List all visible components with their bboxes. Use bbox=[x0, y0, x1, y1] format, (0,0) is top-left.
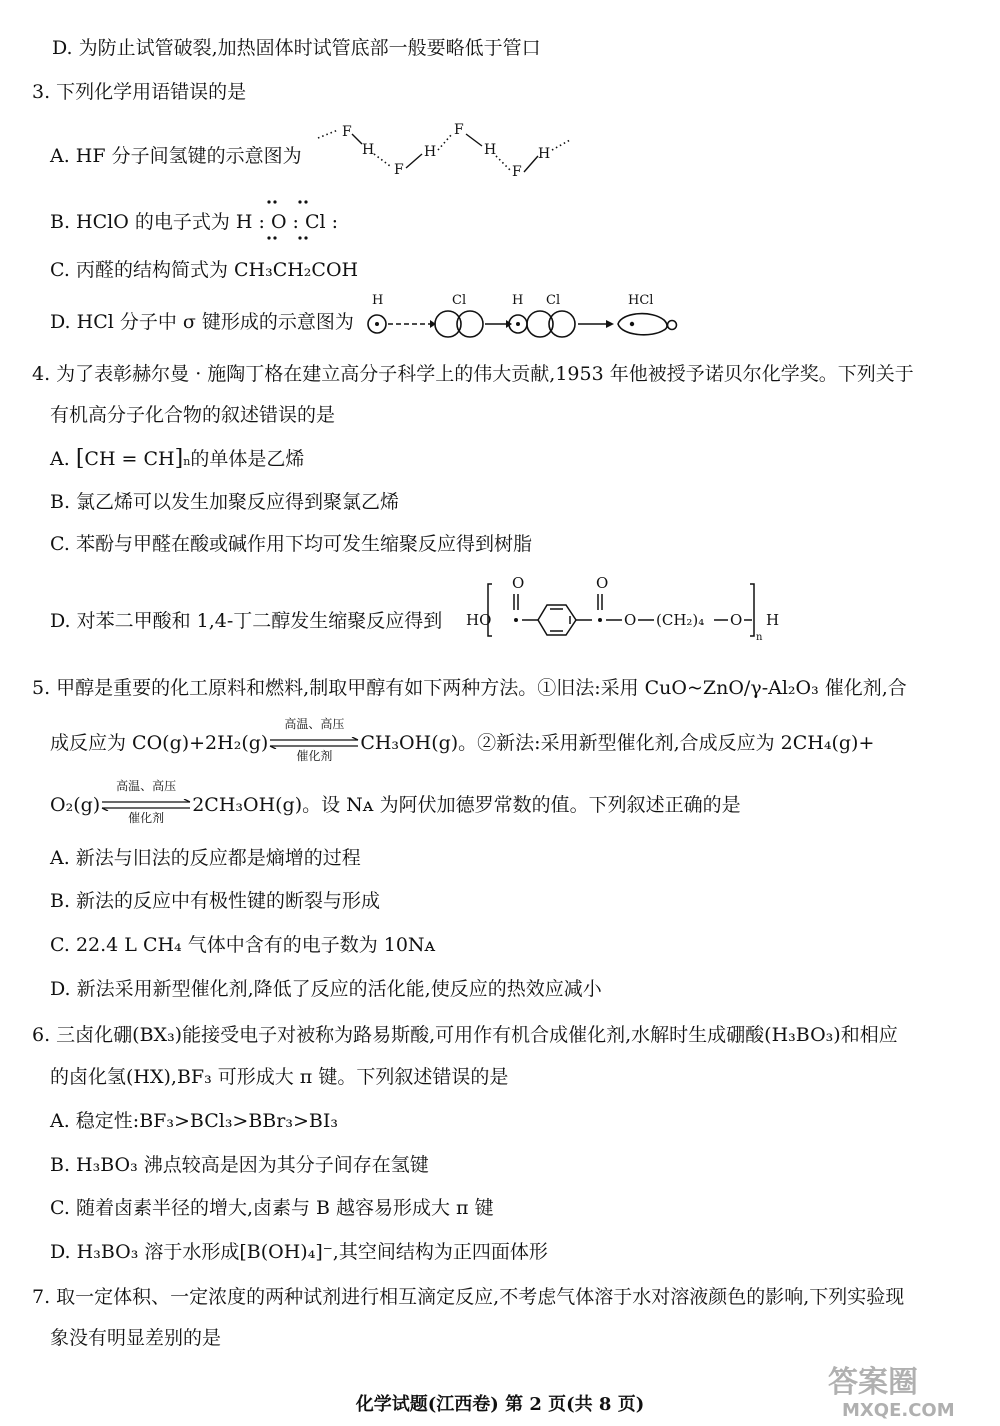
hf-label-f3: F bbox=[454, 122, 464, 138]
q6-option-c: C. 随着卤素半径的增大,卤素与 B 越容易形成大 π 键 bbox=[50, 1197, 494, 1219]
q4-option-c: C. 苯酚与甲醛在酸或碱作用下均可发生缩聚反应得到树脂 bbox=[50, 533, 532, 555]
watermark-line1: 答案圈 bbox=[828, 1365, 918, 1400]
electron-dots bbox=[242, 198, 322, 242]
q4-option-d-text: D. 对苯二甲酸和 1,4-丁二醇发生缩聚反应得到 bbox=[50, 610, 443, 632]
page-footer: 化学试题(江西卷) 第 2 页(共 8 页) bbox=[355, 1394, 645, 1415]
q5-option-b: B. 新法的反应中有极性键的断裂与形成 bbox=[50, 890, 381, 912]
q5-option-c: C. 22.4 L CH₄ 气体中含有的电子数为 10Nᴀ bbox=[50, 934, 436, 956]
hf-label-f4: F bbox=[512, 164, 522, 180]
q5-option-a: A. 新法与旧法的反应都是熵增的过程 bbox=[50, 847, 361, 869]
q5-equilibrium-arrow-2 bbox=[100, 779, 192, 825]
hf-hydrogen-bond-diagram bbox=[314, 118, 574, 188]
q4-option-d bbox=[50, 609, 442, 633]
polyester-h: H bbox=[766, 611, 780, 629]
hf-label-h4: H bbox=[538, 146, 551, 162]
q5-old-reactants: 成反应为 CO(g)+2H₂(g) bbox=[50, 732, 269, 754]
q5-arrow2-top: 高温、高压 bbox=[116, 779, 177, 793]
q5-stem-line2 bbox=[50, 717, 875, 763]
q5-new-reactants: O₂(g) bbox=[50, 794, 101, 816]
hf-label-f2: F bbox=[394, 162, 404, 178]
hclo-electron-formula: H : O : Cl : bbox=[235, 211, 339, 233]
q4-option-a-polymer: CH = CH bbox=[84, 448, 175, 470]
q5-arrow2-bottom: 催化剂 bbox=[128, 811, 165, 825]
polyester-structure bbox=[466, 572, 786, 644]
q4-stem-line1: 4. 为了表彰赫尔曼 · 施陶丁格在建立高分子科学上的伟大贡献,1953 年他被授予诺贝尔化学奖。下列关于 bbox=[32, 363, 914, 385]
q5-arrow1-bottom: 催化剂 bbox=[296, 749, 333, 763]
q6-stem-line2: 的卤化氢(HX),BF₃ 可形成大 π 键。下列叙述错误的是 bbox=[50, 1066, 509, 1088]
q4-option-b: B. 氯乙烯可以发生加聚反应得到聚氯乙烯 bbox=[50, 491, 400, 513]
sigma-label-h1: H bbox=[372, 293, 384, 308]
q6-option-a: A. 稳定性:BF₃>BCl₃>BBr₃>BI₃ bbox=[50, 1110, 338, 1132]
polyester-carbonyl-o2: O bbox=[596, 574, 609, 592]
polyester-ho: HO bbox=[466, 611, 492, 629]
q4-option-a: A. [CH = CH]n的单体是乙烯 bbox=[50, 446, 305, 471]
q5-stem-line1: 5. 甲醇是重要的化工原料和燃料,制取甲醇有如下两种方法。①旧法:采用 CuO~ZnO/γ-Al₂O₃ 催化剂,合 bbox=[32, 677, 907, 699]
q5-option-d: D. 新法采用新型催化剂,降低了反应的活化能,使反应的热效应减小 bbox=[50, 978, 602, 1000]
q7-stem-line2: 象没有明显差别的是 bbox=[50, 1327, 222, 1349]
q6-option-b: B. H₃BO₃ 沸点较高是因为其分子间存在氢键 bbox=[50, 1154, 429, 1176]
q6-stem-line1: 6. 三卤化硼(BX₃)能接受电子对被称为路易斯酸,可用作有机合成催化剂,水解时生成硼酸(H₃BO₃)和相应 bbox=[32, 1024, 898, 1046]
q3-option-a-text: A. HF 分子间氢键的示意图为 bbox=[50, 145, 302, 167]
hf-label-h1: H bbox=[362, 142, 375, 158]
polyester-ch2: (CH₂)₄ bbox=[656, 611, 705, 629]
sigma-label-hcl: HCl bbox=[628, 293, 654, 308]
q2-option-d: D. 为防止试管破裂,加热固体时试管底部一般要略低于管口 bbox=[52, 37, 541, 59]
q3-stem: 3. 下列化学用语错误的是 bbox=[32, 81, 247, 103]
q3-option-d-text: D. HCl 分子中 σ 键形成的示意图为 bbox=[50, 311, 354, 333]
q5-stem-line3 bbox=[50, 779, 741, 825]
q3-option-c: C. 丙醛的结构简式为 CH₃CH₂COH bbox=[50, 259, 359, 281]
q7-stem-line1: 7. 取一定体积、一定浓度的两种试剂进行相互滴定反应,不考虑气体溶于水对溶液颜色的影响,下列实验现 bbox=[32, 1286, 905, 1308]
hf-label-f1: F bbox=[342, 124, 352, 140]
sigma-label-h2: H bbox=[512, 293, 524, 308]
q5-old-product: CH₃OH(g)。②新法:采用新型催化剂,合成反应为 2CH₄(g)+ bbox=[360, 732, 875, 754]
watermark-logo bbox=[808, 1360, 978, 1422]
polyester-end-o: O bbox=[730, 611, 743, 629]
sigma-bond-diagram bbox=[360, 290, 690, 342]
watermark-line2: MXQE.COM bbox=[842, 1400, 955, 1421]
polyester-carbonyl-o1: O bbox=[512, 574, 525, 592]
q4-stem-line2: 有机高分子化合物的叙述错误的是 bbox=[50, 404, 336, 426]
q3-option-a bbox=[50, 144, 302, 168]
q5-new-product: 2CH₃OH(g)。设 Nᴀ 为阿伏加德罗常数的值。下列叙述正确的是 bbox=[192, 794, 741, 816]
sigma-label-cl1: Cl bbox=[452, 293, 467, 308]
q5-equilibrium-arrow-1 bbox=[268, 717, 360, 763]
hf-label-h2: H bbox=[424, 144, 437, 160]
q3-option-b-text: B. HClO 的电子式为 bbox=[50, 211, 230, 233]
sigma-label-cl2: Cl bbox=[546, 293, 561, 308]
polyester-ester-o: O bbox=[624, 611, 637, 629]
q4-option-a-prefix: A. bbox=[50, 448, 76, 470]
q4-option-a-suffix: 的单体是乙烯 bbox=[190, 448, 305, 470]
polyester-n: n bbox=[756, 632, 763, 643]
hf-label-h3: H bbox=[484, 142, 497, 158]
q3-option-d bbox=[50, 310, 354, 334]
q6-option-d: D. H₃BO₃ 溶于水形成[B(OH)₄]⁻,其空间结构为正四面体形 bbox=[50, 1241, 548, 1263]
q5-arrow1-top: 高温、高压 bbox=[284, 717, 345, 731]
